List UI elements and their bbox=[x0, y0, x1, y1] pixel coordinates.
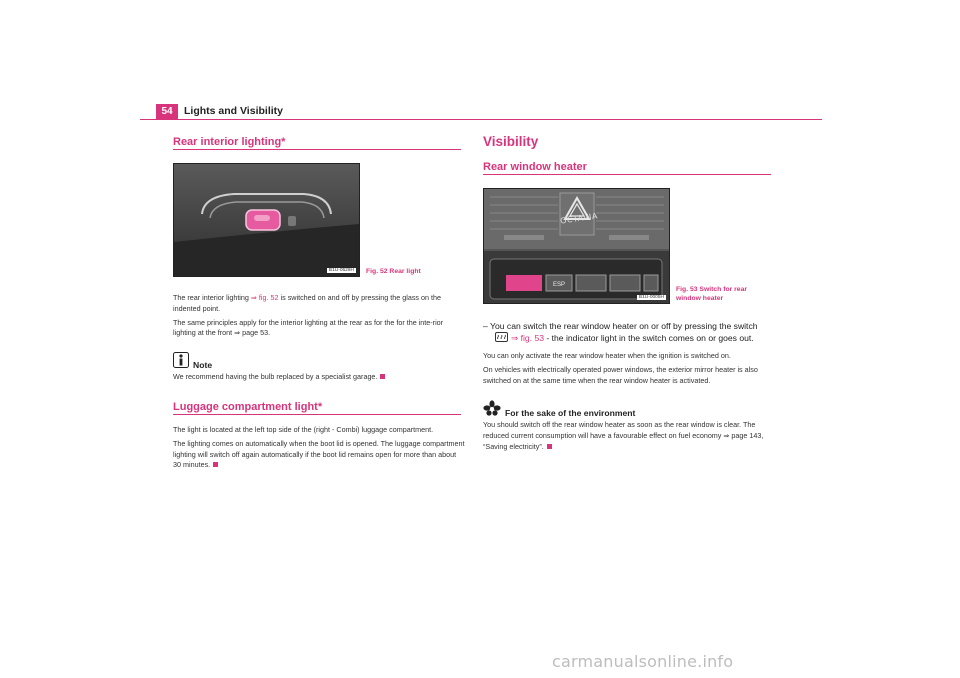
header-rule bbox=[140, 119, 822, 120]
caption-line: window heater bbox=[676, 295, 724, 302]
instruction-line: – You can switch the rear window heater on or off by pressing the switch bbox=[483, 321, 758, 331]
rear-light-illustration bbox=[174, 164, 359, 276]
paragraph: The light is located at the left top side of the (right - Combi) luggage compartment. bbox=[173, 425, 434, 434]
figure-caption-52: Fig. 52 Rear light bbox=[366, 268, 421, 275]
text: We recommend having the bulb replaced by a specialist garage. bbox=[173, 372, 378, 381]
dashboard-illustration bbox=[484, 189, 669, 303]
section-heading-visibility: Visibility bbox=[483, 134, 539, 149]
paragraph bbox=[173, 293, 463, 315]
section-rule bbox=[173, 149, 461, 150]
paragraph: On vehicles with electrically operated power windows, the exterior mirror heater is also switched on at the same time when the rear window heater is activated. bbox=[483, 364, 758, 385]
rear-lighting-text bbox=[173, 293, 463, 342]
fig52-link[interactable]: ⇒ fig. 52 bbox=[250, 293, 279, 302]
instruction-line bbox=[483, 332, 775, 344]
figure-code: B1U-0005H bbox=[638, 295, 664, 300]
note-heading: Note bbox=[193, 360, 213, 370]
end-mark bbox=[380, 374, 385, 379]
end-mark bbox=[547, 444, 552, 449]
section-rule bbox=[483, 174, 771, 175]
paragraph: You can only activate the rear window heater when the ignition is switched on. bbox=[483, 351, 731, 360]
environment-text bbox=[483, 420, 775, 452]
section-heading-rear-window-heater: Rear window heater bbox=[483, 161, 587, 173]
fig53-link[interactable]: ⇒ fig. 53 bbox=[511, 333, 544, 343]
page-title: Lights and Visibility bbox=[184, 105, 283, 117]
figure-rear-light bbox=[173, 163, 360, 277]
watermark: carmanualsonline.info bbox=[552, 652, 734, 671]
note-text bbox=[173, 372, 463, 383]
rear-window-heater-text bbox=[483, 351, 775, 389]
page-number: 54 bbox=[156, 104, 178, 120]
esp-label: ESP bbox=[552, 282, 566, 288]
text: The lighting comes on automatically when the boot lid is opened. The luggage compartment lighting will switch off again automatically if the boot lid remains open for more than about 30 minutes. bbox=[173, 438, 465, 470]
luggage-light-text bbox=[173, 425, 465, 474]
paragraph bbox=[173, 439, 465, 471]
octavia-brand-text: OCTAVIA bbox=[559, 211, 599, 226]
section-rule bbox=[173, 414, 461, 415]
section-heading-luggage-light: Luggage compartment light* bbox=[173, 401, 323, 413]
text: is switched on and off by pressing the glass on the indented point. bbox=[173, 293, 441, 313]
environment-icon bbox=[483, 400, 501, 416]
rear-window-heater-icon bbox=[495, 332, 508, 342]
text: The rear interior lighting bbox=[173, 293, 251, 302]
figure-rear-window-heater-switch bbox=[483, 188, 670, 304]
caption-line: Fig. 53 Switch for rear bbox=[676, 286, 748, 293]
text: You should switch off the rear window heater as soon as the rear window is clear. The reduced current consumption will have a favourable effect on fuel economy ⇒ page 143, “Saving electricity”. bbox=[483, 420, 764, 451]
figure-caption-53 bbox=[676, 285, 747, 303]
figure-code: B1U-0528H bbox=[328, 268, 354, 273]
paragraph: The same principles apply for the interior lighting at the rear as for the for the inte-rior lighting at the front ⇒ page 53. bbox=[173, 317, 444, 338]
note-icon bbox=[173, 352, 189, 368]
instruction-step bbox=[483, 320, 775, 344]
text: - the indicator light in the switch comes on or goes out. bbox=[544, 333, 754, 343]
section-heading-rear-interior-lighting: Rear interior lighting* bbox=[173, 136, 286, 148]
end-mark bbox=[213, 462, 218, 467]
environment-heading: For the sake of the environment bbox=[505, 408, 636, 418]
